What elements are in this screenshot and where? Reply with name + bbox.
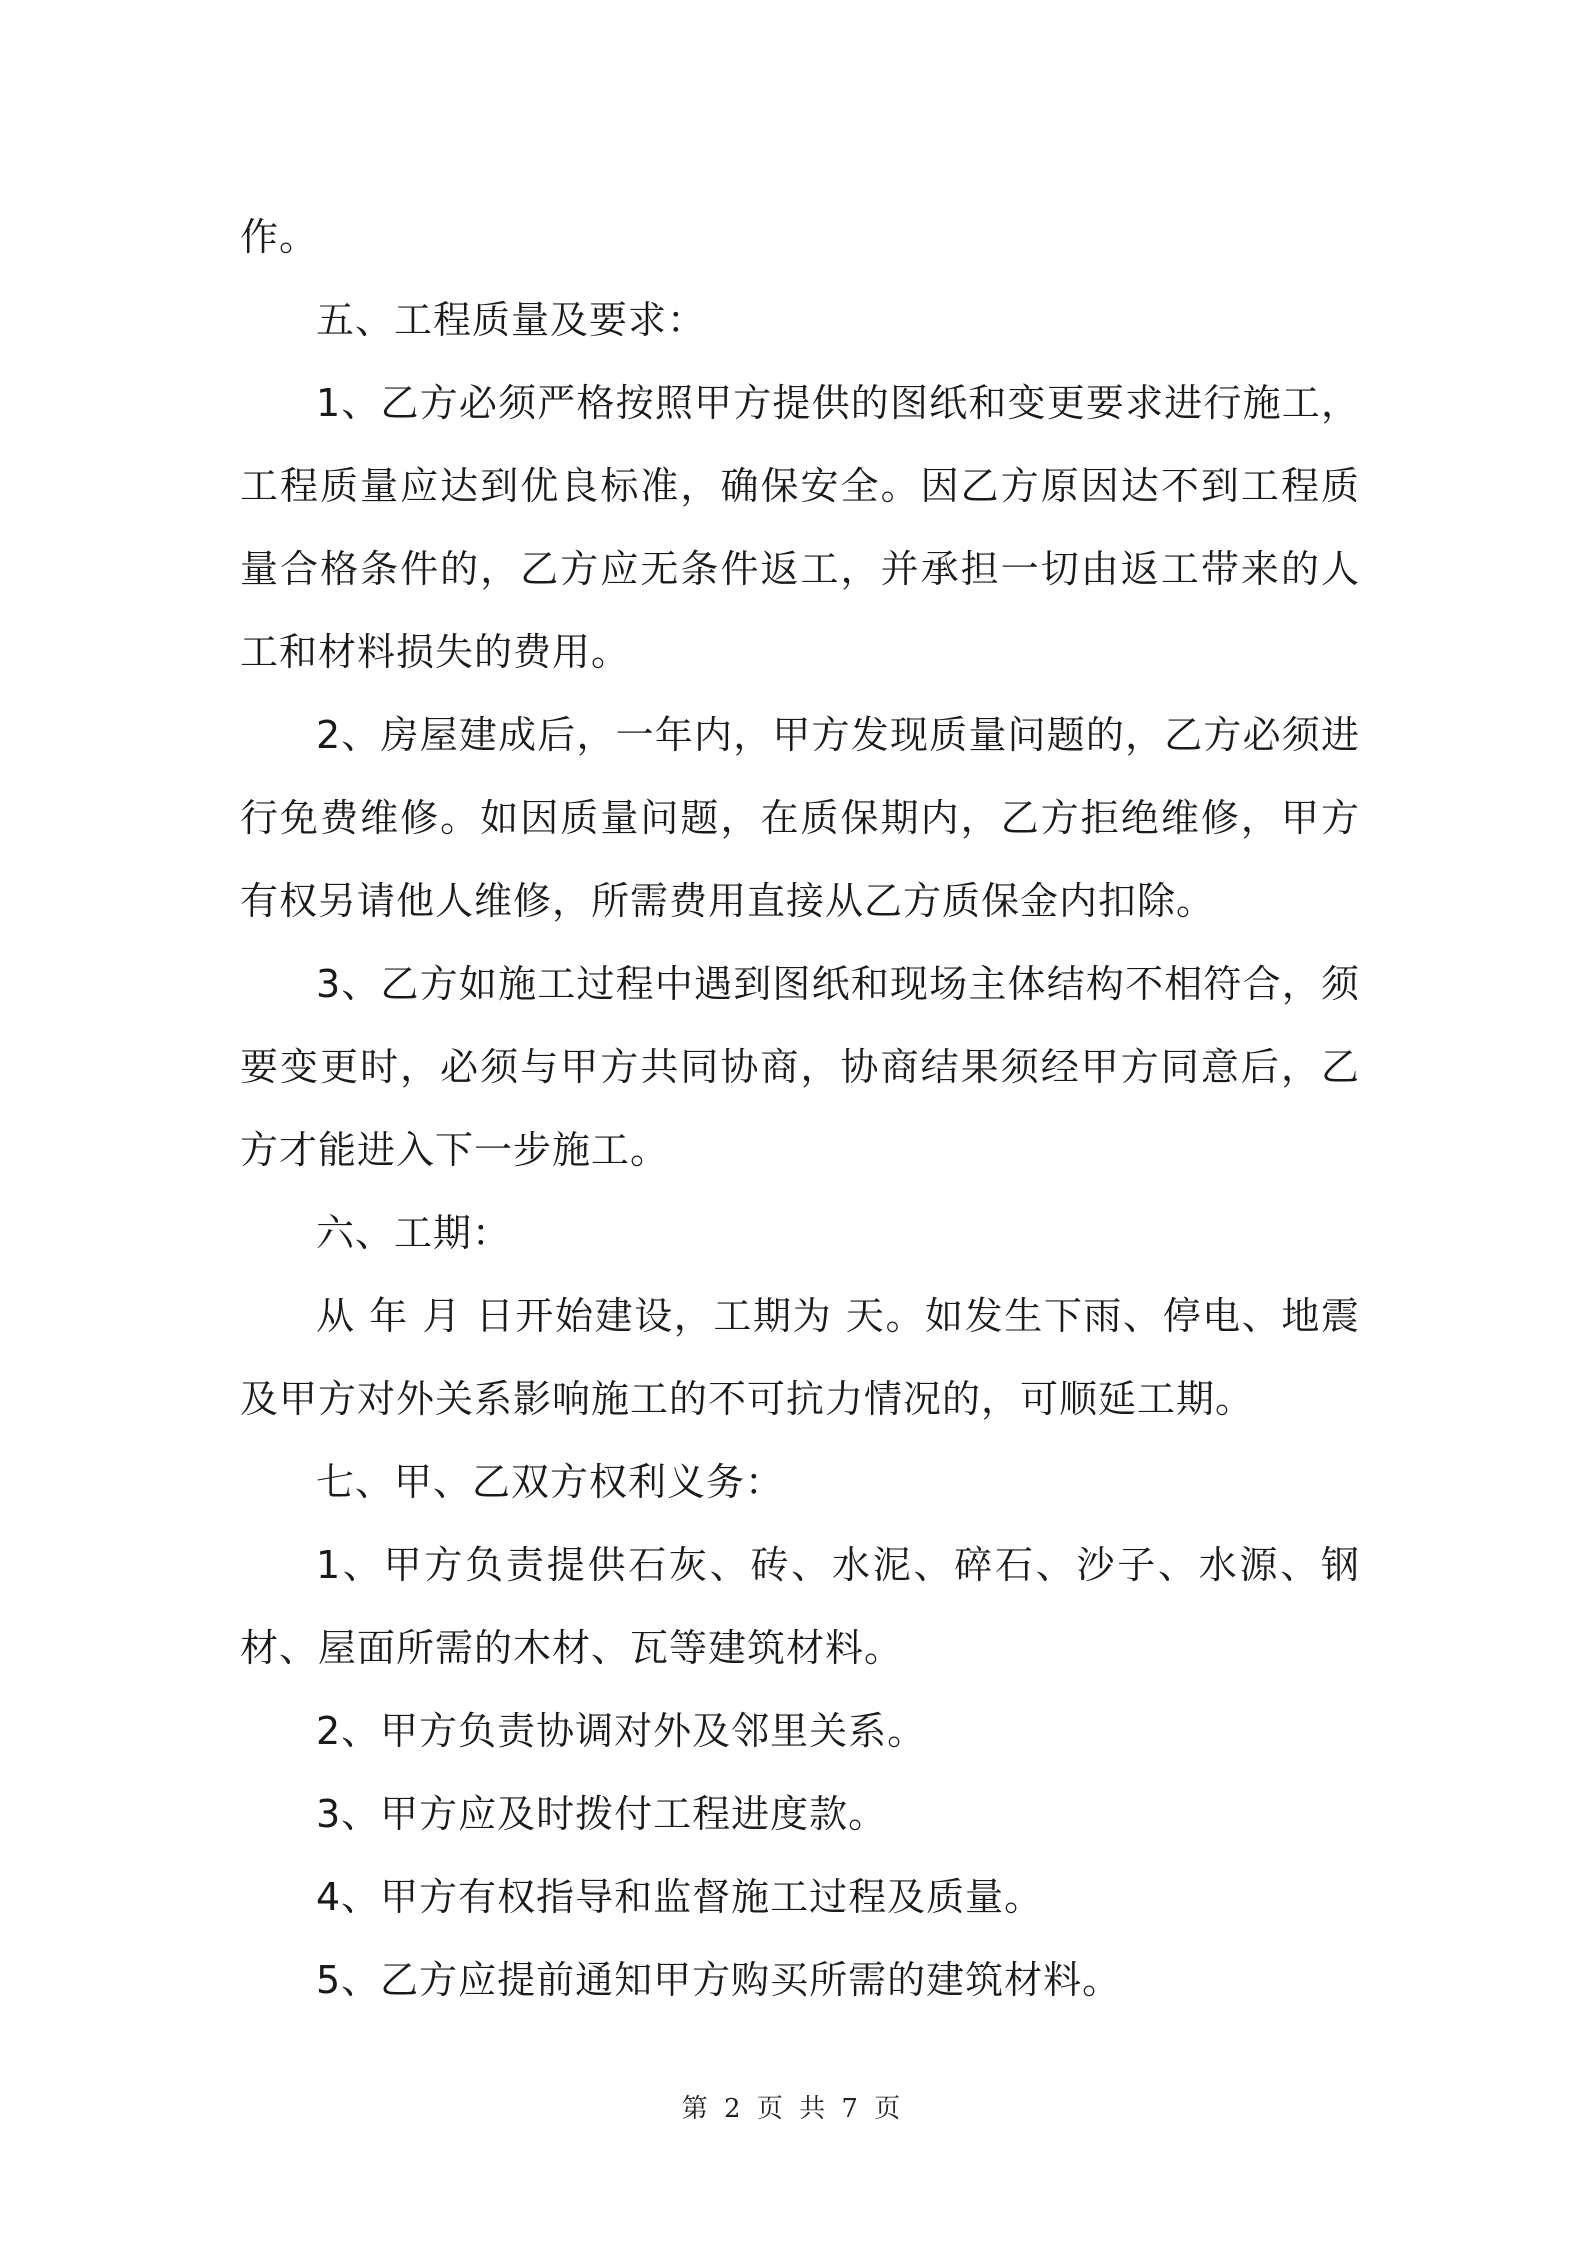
section-heading-rights: 七、甲、乙双方权利义务： xyxy=(316,1460,785,1504)
rights-clause-4: 4、甲方有权指导和监督施工过程及质量。 xyxy=(316,1875,1044,1919)
document-body xyxy=(240,196,1360,2022)
rights-clause-2: 2、甲方负责协调对外及邻里关系。 xyxy=(316,1709,927,1753)
quality-clause-1: 1、乙方必须严格按照甲方提供的图纸和变更要求进行施工，工程质量应达到优良标准，确保安全。因乙方原因达不到工程质量合格条件的，乙方应无条件返工，并承担一切由返工带来的人工和材料损失的费用。 xyxy=(240,381,1360,674)
rights-clause-3: 3、甲方应及时拨付工程进度款。 xyxy=(316,1792,888,1836)
section-heading-quality: 五、工程质量及要求： xyxy=(316,298,707,342)
rights-clause-5: 5、乙方应提前通知甲方购买所需的建筑材料。 xyxy=(316,1958,1122,2002)
page-number: 第 2 页 共 7 页 xyxy=(681,2094,905,2124)
quality-clause-3: 3、乙方如施工过程中遇到图纸和现场主体结构不相符合，须要变更时，必须与甲方共同协商，协商结果须经甲方同意后，乙方才能进入下一步施工。 xyxy=(240,962,1360,1172)
paragraph-continuation: 作。 xyxy=(240,215,319,259)
section-heading-schedule: 六、工期： xyxy=(316,1211,512,1255)
quality-clause-2: 2、房屋建成后，一年内，甲方发现质量问题的，乙方必须进行免费维修。如因质量问题，在质保期内，乙方拒绝维修，甲方有权另请他人维修，所需费用直接从乙方质保金内扣除。 xyxy=(240,713,1360,923)
rights-clause-1: 1、甲方负责提供石灰、砖、水泥、碎石、沙子、水源、钢材、屋面所需的木材、瓦等建筑材料。 xyxy=(240,1543,1360,1670)
schedule-clause: 从 年 月 日开始建设，工期为 天。如发生下雨、停电、地震及甲方对外关系影响施工的不可抗力情况的，可顺延工期。 xyxy=(240,1294,1360,1421)
